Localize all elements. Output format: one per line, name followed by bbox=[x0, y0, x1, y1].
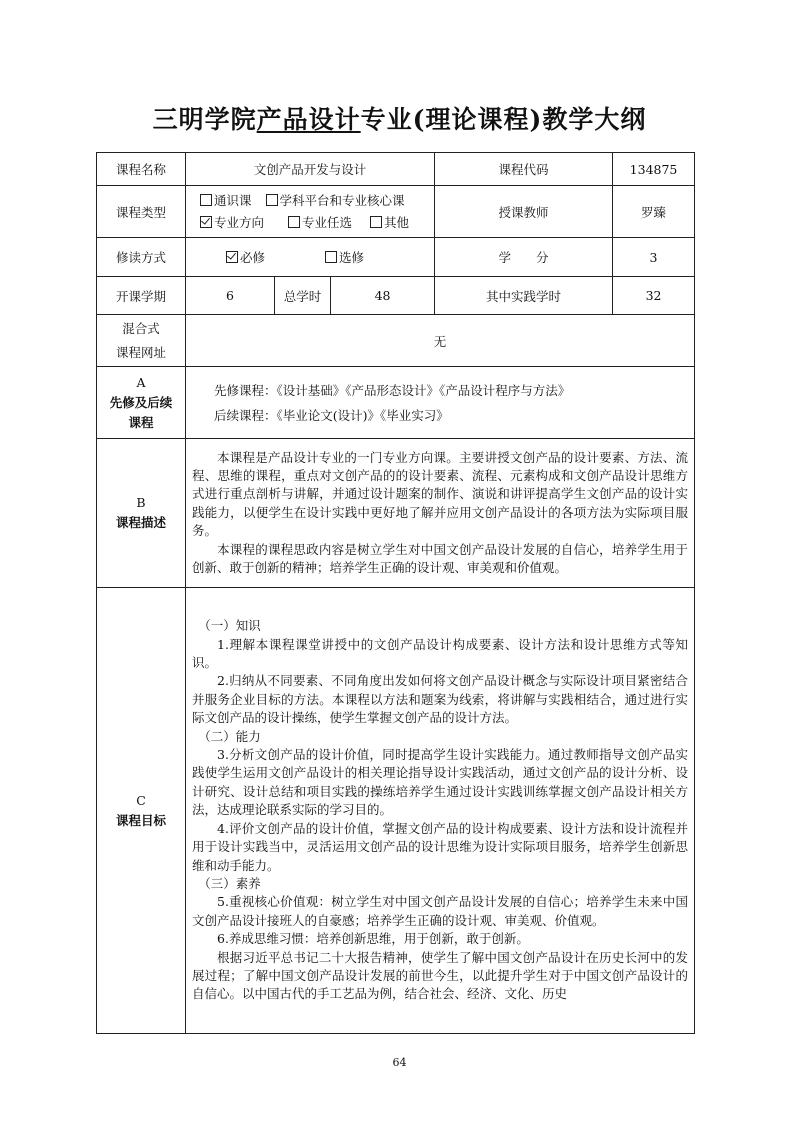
option-direction: 专业方向 bbox=[200, 212, 264, 234]
checkbox-icon bbox=[325, 251, 337, 263]
course-objectives bbox=[186, 588, 695, 1034]
checkbox-icon bbox=[370, 216, 382, 228]
value-course-code: 134875 bbox=[613, 153, 695, 186]
label-teacher: 授课教师 bbox=[435, 186, 613, 238]
label-practice-hours: 其中实践学时 bbox=[435, 277, 613, 315]
section-c-label: C 课程目标 bbox=[97, 588, 186, 1034]
title-part-school: 三明学院 bbox=[152, 105, 257, 134]
row-description bbox=[97, 439, 695, 588]
row-course-type bbox=[97, 186, 695, 238]
title-part-suffix: 专业(理论课程)教学大纲 bbox=[360, 105, 647, 134]
label-course-type: 课程类型 bbox=[97, 186, 186, 238]
option-elective: 专业任选 bbox=[288, 212, 352, 234]
objective-heading: （三）素养 bbox=[198, 875, 261, 891]
title-part-major: 产品设计 bbox=[256, 105, 361, 134]
label-course-name: 课程名称 bbox=[97, 153, 186, 186]
option-optional: 选修 bbox=[325, 248, 364, 266]
course-type-options bbox=[186, 186, 435, 238]
section-b-label: B 课程描述 bbox=[97, 439, 186, 588]
objective-heading: （二）能力 bbox=[198, 728, 261, 744]
label-credits: 学 分 bbox=[435, 238, 613, 277]
value-course-name: 文创产品开发与设计 bbox=[186, 153, 435, 186]
label-course-code: 课程代码 bbox=[435, 153, 613, 186]
option-other: 其他 bbox=[370, 212, 409, 234]
objective-item: 6.养成思维习惯：培养创新思维，用于创新，敢于创新。 bbox=[217, 931, 529, 947]
syllabus-table bbox=[96, 152, 695, 1034]
checkbox-icon bbox=[288, 216, 300, 228]
option-required: 必修 bbox=[226, 248, 265, 266]
description-paragraph: 本课程的课程思政内容是树立学生对中国文创产品设计发展的自信心，培养学生用于创新、敢于创新的精神；培养学生正确的设计观、审美观和价值观。 bbox=[192, 541, 689, 576]
section-a-label: A 先修及后续 课程 bbox=[97, 367, 186, 439]
course-description bbox=[186, 439, 695, 588]
option-general: 通识课 bbox=[200, 190, 252, 212]
objective-item: 根据习近平总书记二十大报告精神，使学生了解中国文创产品设计在历史长河中的发展过程；了解中国文创产品设计发展的前世今生，以此提升学生对于中国文创产品设计的自信心。以中国古代的手工艺品为例，结合社会、经济、文化、历史 bbox=[192, 949, 689, 1002]
label-total-hours: 总学时 bbox=[275, 277, 331, 315]
value-total-hours: 48 bbox=[331, 277, 435, 315]
row-objectives bbox=[97, 588, 695, 1034]
value-practice-hours: 32 bbox=[613, 277, 695, 315]
objective-heading: （一）知识 bbox=[198, 618, 261, 634]
objective-item: 3.分析文创产品的设计价值，同时提高学生设计实践能力。通过教师指导文创产品实践使学生运用文创产品设计的相关理论指导设计实践活动，通过文创产品的设计分析、设计研究、设计总结和项目实践的操练培养学生通过设计实践训练掌握文创产品设计相关方法，达成理论联系实际的学习目的。 bbox=[192, 747, 689, 818]
value-semester: 6 bbox=[186, 277, 275, 315]
objective-item: 5.重视核心价值观：树立学生对中国文创产品设计发展的自信心；培养学生未来中国文创产品设计接班人的自豪感；培养学生正确的设计观、审美观、价值观。 bbox=[192, 894, 689, 928]
page-number: 64 bbox=[392, 1056, 407, 1069]
option-core: 学科平台和专业核心课 bbox=[266, 190, 405, 212]
value-teacher: 罗臻 bbox=[613, 186, 695, 238]
description-paragraph: 本课程是产品设计专业的一门专业方向课。主要讲授文创产品的设计要素、方法、流程、思维的课程，重点对文创产品的的设计要素、流程、元素构成和文创产品设计思维方式进行重点剖析与讲解，并通过设计题案的制作、演说和讲评提高学生文创产品的设计实践能力，以便学生在设计实践中更好地了解并应用文创产品设计的各项方法为实际项目服务。 bbox=[192, 449, 689, 539]
row-study-mode bbox=[97, 238, 695, 277]
prereq-after: 后续课程：《毕业论文(设计)》《毕业实习》 bbox=[214, 407, 449, 423]
label-study-mode: 修读方式 bbox=[97, 238, 186, 277]
row-semester bbox=[97, 277, 695, 315]
value-credits: 3 bbox=[613, 238, 695, 277]
objective-item: 1.理解本课程课堂讲授中的文创产品设计构成要素、设计方法和设计思维方式等知识。 bbox=[192, 636, 689, 671]
row-course-name bbox=[97, 153, 695, 186]
checkbox-checked-icon bbox=[226, 251, 238, 263]
row-blended-url bbox=[97, 315, 695, 367]
prereq-before: 先修课程：《设计基础》《产品形态设计》《产品设计程序与方法》 bbox=[214, 382, 571, 398]
checkbox-icon bbox=[266, 194, 278, 206]
objective-item: 2.归纳从不同要素、不同角度出发如何将文创产品设计概念与实际设计项目紧密结合并服务企业目标的方法。本课程以方法和题案为线索，将讲解与实践相结合，通过进行实际文创产品的设计操练，使学生掌握文创产品的设计方法。 bbox=[192, 673, 689, 726]
checkbox-icon bbox=[200, 194, 212, 206]
label-semester: 开课学期 bbox=[97, 277, 186, 315]
label-blended-url: 混合式 课程网址 bbox=[97, 315, 186, 367]
prerequisite-courses bbox=[186, 367, 695, 439]
checkbox-checked-icon bbox=[200, 216, 212, 228]
row-prerequisites bbox=[97, 367, 695, 439]
objective-item: 4.评价文创产品的设计价值，掌握文创产品的设计构成要素、设计方法和设计流程并用于设计实践当中，灵活运用文创产品的设计思维为设计实际项目服务，培养学生创新思维和动手能力。 bbox=[192, 820, 689, 873]
study-mode-options bbox=[186, 238, 435, 277]
value-blended-url: 无 bbox=[186, 315, 695, 367]
document-title bbox=[0, 100, 799, 136]
